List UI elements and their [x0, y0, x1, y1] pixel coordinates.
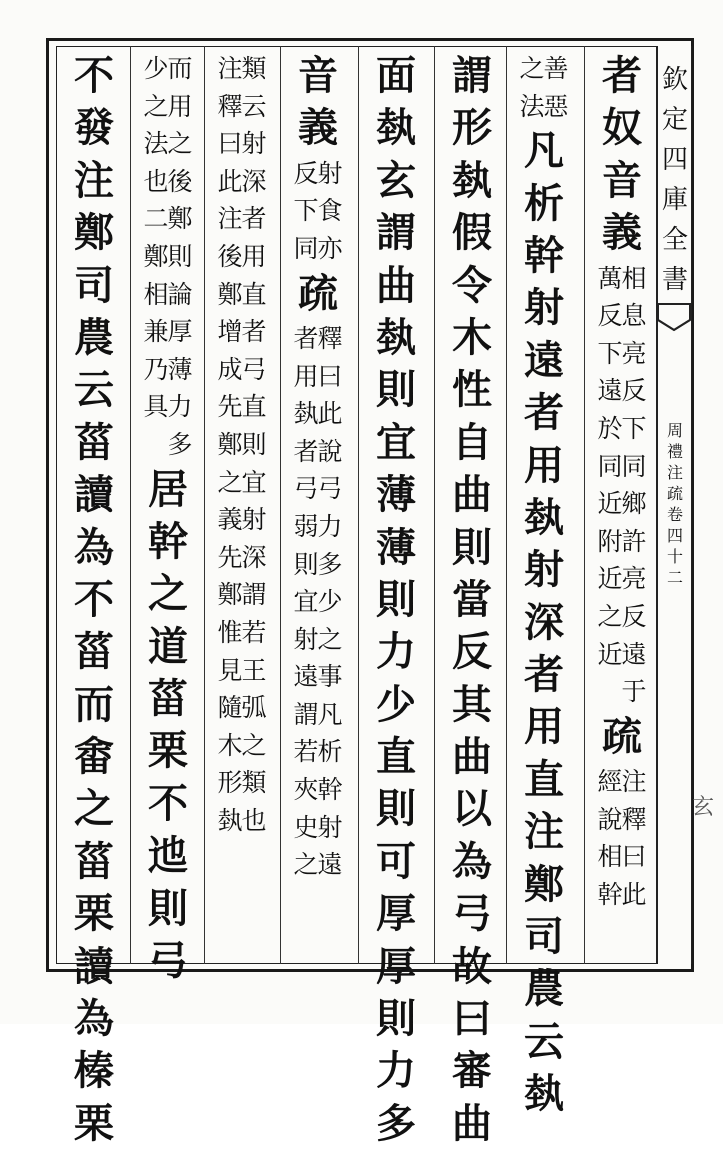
main-char: 讀: [74, 471, 114, 519]
main-char: 自: [452, 418, 492, 466]
small-char: 亮: [621, 564, 647, 594]
small-char: 事: [317, 662, 343, 692]
small-char: 宜: [293, 587, 319, 617]
small-char: 少: [317, 587, 343, 617]
main-char: 不: [148, 779, 188, 827]
margin-char: 全: [661, 225, 688, 255]
small-char: 用: [241, 241, 267, 271]
column-rule: [280, 46, 281, 964]
double-line-commentary: [294, 320, 342, 884]
small-char: 說: [597, 804, 623, 834]
small-char: 食: [317, 196, 343, 226]
margin-note-char: 疏: [666, 484, 683, 503]
text-column: [60, 50, 128, 1147]
main-char: 則: [148, 884, 188, 932]
small-char: 鄭: [217, 580, 243, 610]
small-char: 近: [597, 489, 623, 519]
small-char: 弓: [241, 354, 267, 384]
main-char: 薄: [376, 471, 416, 519]
small-char: 少: [143, 54, 169, 83]
margin-note-char: 注: [666, 463, 683, 482]
small-char: 史: [293, 812, 319, 842]
main-char: 則: [376, 995, 416, 1043]
small-char: 射: [317, 812, 343, 842]
small-char: 後: [217, 241, 243, 271]
small-char: 說: [317, 436, 343, 466]
small-char: 則: [167, 241, 193, 271]
small-char: 萬: [597, 263, 623, 293]
main-char: 之: [74, 785, 114, 833]
small-char: 許: [621, 526, 647, 556]
margin-note-char: 十: [666, 547, 683, 566]
commentary-subcolumn: [242, 50, 266, 839]
margin-char: 庫: [661, 185, 688, 215]
small-char: 釋: [621, 804, 647, 834]
small-char: 王: [241, 655, 267, 685]
small-char: 相: [143, 279, 169, 309]
commentary-subcolumn: [294, 320, 318, 884]
small-char: 埶: [293, 399, 319, 429]
small-char: 具: [143, 392, 169, 422]
small-char: 注: [217, 204, 243, 234]
main-char: 則: [452, 523, 492, 571]
small-char: 同: [621, 451, 647, 481]
small-char: 類: [241, 54, 267, 83]
column-rule: [358, 46, 359, 964]
small-char: 謂: [293, 699, 319, 729]
main-char: 木: [452, 313, 492, 361]
main-char: 深: [524, 598, 564, 646]
small-char: 此: [621, 879, 647, 909]
small-char: 後: [167, 166, 193, 196]
commentary-subcolumn: [144, 50, 168, 464]
small-char: 多: [317, 549, 343, 579]
main-char: 反: [452, 628, 492, 676]
main-char: 幹: [524, 231, 564, 279]
small-char: 云: [241, 91, 267, 121]
small-char: 同: [293, 233, 319, 263]
small-char: 反: [621, 376, 647, 406]
small-char: 惡: [543, 91, 569, 121]
main-char: 多: [376, 1099, 416, 1147]
main-char: 謂: [452, 52, 492, 99]
small-char: 遠: [621, 639, 647, 669]
main-char: 義: [602, 209, 642, 257]
small-char: 薄: [167, 354, 193, 384]
small-char: 之: [143, 91, 169, 121]
small-char: 曰: [317, 361, 343, 391]
small-char: 相: [597, 842, 623, 872]
main-char: 以: [452, 785, 492, 833]
small-char: 析: [317, 737, 343, 767]
small-char: 者: [241, 204, 267, 234]
small-char: 宜: [241, 467, 267, 497]
main-char: 薄: [376, 523, 416, 571]
small-char: 幹: [317, 775, 343, 805]
main-char: 栗: [148, 727, 188, 775]
main-char: 謂: [376, 209, 416, 257]
main-char: 農: [524, 965, 564, 1013]
small-char: 之: [167, 129, 193, 159]
main-char: 埶: [376, 313, 416, 361]
commentary-subcolumn: [294, 155, 318, 268]
main-char: 審: [452, 1047, 492, 1095]
text-column: [362, 50, 430, 1147]
small-char: 幹: [597, 879, 623, 909]
small-char: 也: [143, 166, 169, 196]
double-line-commentary: [144, 50, 192, 464]
small-char: 夾: [293, 775, 319, 805]
margin-note-char: 二: [666, 568, 683, 587]
main-char: 直: [376, 733, 416, 781]
small-char: 下: [597, 338, 623, 368]
main-char: 栗: [74, 1099, 114, 1147]
main-char: 力: [376, 628, 416, 676]
margin-char: 欽: [661, 65, 688, 95]
corner-mark: 玄: [692, 795, 715, 820]
small-char: 弓: [317, 474, 343, 504]
main-char: 故: [452, 942, 492, 990]
commentary-subcolumn: [598, 763, 622, 913]
main-char: 不: [74, 575, 114, 623]
small-char: 于: [621, 677, 647, 707]
main-char: 力: [376, 1047, 416, 1095]
main-char: 玄: [376, 156, 416, 204]
small-char: 也: [241, 805, 267, 835]
main-char: 道: [148, 622, 188, 670]
small-char: 木: [217, 730, 243, 760]
main-char: 菑: [148, 675, 188, 723]
column-rule: [434, 46, 435, 964]
main-char: 幹: [148, 517, 188, 565]
small-char: 於: [597, 413, 623, 443]
small-char: 弱: [293, 511, 319, 541]
main-char: 之: [148, 570, 188, 618]
margin-char: 定: [661, 105, 688, 135]
commentary-subcolumn: [598, 260, 622, 711]
small-char: 鄭: [143, 241, 169, 271]
small-char: 遠: [597, 376, 623, 406]
small-char: 用: [167, 91, 193, 121]
main-char: 為: [74, 523, 114, 571]
main-char: 菑: [74, 837, 114, 885]
small-char: 善: [543, 54, 569, 83]
main-char: 厚: [376, 890, 416, 938]
small-char: 論: [167, 279, 193, 309]
small-char: 而: [167, 54, 193, 83]
main-char: 射: [524, 546, 564, 594]
main-char: 為: [74, 995, 114, 1043]
small-char: 射: [241, 129, 267, 159]
main-char: 者: [524, 389, 564, 437]
main-char: 司: [74, 261, 114, 309]
small-char: 鄭: [217, 429, 243, 459]
main-char: 音: [602, 156, 642, 204]
margin-note-char: 卷: [666, 505, 683, 524]
main-char: 可: [376, 837, 416, 885]
main-char: 令: [452, 261, 492, 309]
small-char: 鄭: [217, 279, 243, 309]
small-char: 乃: [143, 354, 169, 384]
main-char: 射: [524, 284, 564, 332]
small-char: 法: [143, 129, 169, 159]
small-char: 同: [597, 451, 623, 481]
main-char: 厚: [376, 942, 416, 990]
small-char: 兼: [143, 317, 169, 347]
main-char: 云: [524, 1017, 564, 1065]
small-char: 曰: [217, 129, 243, 159]
main-char: 云: [74, 366, 114, 414]
main-char: 埶: [524, 493, 564, 541]
main-char: 弓: [148, 937, 188, 985]
main-char: 注: [524, 808, 564, 856]
commentary-subcolumn: [318, 155, 342, 268]
small-char: 附: [597, 526, 623, 556]
small-char: 相: [621, 263, 647, 293]
fish-tail-mark-icon: [656, 300, 692, 346]
small-char: 形: [217, 768, 243, 798]
double-line-commentary: [218, 50, 266, 839]
margin-chapter-note: [660, 420, 690, 588]
main-char: 者: [602, 52, 642, 99]
main-char: 讀: [74, 942, 114, 990]
small-char: 凡: [317, 699, 343, 729]
main-char: 而: [74, 680, 114, 728]
small-char: 息: [621, 301, 647, 331]
main-char: 凡: [524, 127, 564, 175]
small-char: 鄉: [621, 489, 647, 519]
main-char: 司: [524, 913, 564, 961]
small-char: 惟: [217, 617, 243, 647]
small-char: 近: [597, 564, 623, 594]
main-char: 性: [452, 366, 492, 414]
small-char: 則: [293, 549, 319, 579]
main-char: 則: [376, 366, 416, 414]
main-char: 鄭: [524, 860, 564, 908]
small-char: 深: [241, 166, 267, 196]
main-char: 埶: [452, 156, 492, 204]
small-char: 若: [293, 737, 319, 767]
small-char: 者: [241, 317, 267, 347]
small-char: 深: [241, 542, 267, 572]
column-rule: [204, 46, 205, 964]
main-char: 不: [74, 52, 114, 99]
main-char: 疏: [602, 712, 642, 760]
main-char: 少: [376, 680, 416, 728]
small-char: 增: [217, 317, 243, 347]
small-char: 此: [217, 166, 243, 196]
margin-char: 書: [661, 265, 688, 295]
small-char: 弧: [241, 693, 267, 723]
small-char: 亦: [317, 233, 343, 263]
small-char: 遠: [317, 850, 343, 880]
small-char: 注: [217, 54, 243, 83]
small-char: 釋: [217, 91, 243, 121]
small-char: 則: [241, 429, 267, 459]
double-line-commentary: [294, 155, 342, 268]
small-char: 見: [217, 655, 243, 685]
main-char: 栗: [74, 890, 114, 938]
main-char: 注: [74, 156, 114, 204]
commentary-subcolumn: [544, 50, 568, 125]
small-char: 之: [217, 467, 243, 497]
main-char: 弓: [452, 890, 492, 938]
small-char: 先: [217, 542, 243, 572]
small-char: 射: [293, 624, 319, 654]
column-rule: [584, 46, 585, 964]
small-char: 之: [293, 850, 319, 880]
margin-title: [660, 60, 690, 300]
small-char: 隨: [217, 693, 243, 723]
small-char: 之: [241, 730, 267, 760]
margin-note-char: 四: [666, 526, 683, 545]
main-char: 菑: [74, 418, 114, 466]
small-char: 射: [241, 505, 267, 535]
main-char: 則: [376, 575, 416, 623]
margin-char: 四: [661, 145, 688, 175]
main-char: 用: [524, 441, 564, 489]
text-column: [510, 50, 578, 1118]
commentary-subcolumn: [520, 50, 544, 125]
small-char: 之: [519, 54, 545, 83]
commentary-subcolumn: [218, 50, 242, 839]
small-char: 射: [317, 158, 343, 188]
commentary-subcolumn: [622, 260, 646, 711]
small-char: 埶: [217, 805, 243, 835]
small-char: 亮: [621, 338, 647, 368]
small-char: 曰: [621, 842, 647, 872]
main-char: 為: [452, 837, 492, 885]
small-char: 經: [597, 767, 623, 797]
small-char: 近: [597, 639, 623, 669]
small-char: 用: [293, 361, 319, 391]
small-char: 直: [241, 392, 267, 422]
main-char: 發: [74, 104, 114, 152]
small-char: 義: [217, 505, 243, 535]
small-char: 二: [143, 204, 169, 234]
main-char: 遠: [524, 336, 564, 384]
main-char: 假: [452, 209, 492, 257]
main-char: 曲: [452, 471, 492, 519]
main-char: 奴: [602, 104, 642, 152]
small-char: 此: [317, 399, 343, 429]
main-char: 菑: [74, 628, 114, 676]
main-char: 用: [524, 703, 564, 751]
main-char: 者: [524, 651, 564, 699]
small-char: 鄭: [167, 204, 193, 234]
main-char: 曲: [452, 1099, 492, 1147]
column-rule: [506, 46, 507, 964]
small-char: 弓: [293, 474, 319, 504]
small-char: 法: [519, 91, 545, 121]
main-char: 鄭: [74, 209, 114, 257]
main-char: 則: [376, 785, 416, 833]
main-char: 曲: [376, 261, 416, 309]
text-column: [438, 50, 506, 1147]
main-char: 宜: [376, 418, 416, 466]
small-char: 反: [293, 158, 319, 188]
small-char: 成: [217, 354, 243, 384]
small-char: 之: [317, 624, 343, 654]
double-line-commentary: [598, 763, 646, 913]
small-char: 謂: [241, 580, 267, 610]
small-char: 直: [241, 279, 267, 309]
small-char: 釋: [317, 323, 343, 353]
main-char: 音: [298, 52, 338, 99]
text-column: [208, 50, 276, 960]
main-char: 直: [524, 755, 564, 803]
small-char: 者: [293, 436, 319, 466]
margin-note-char: 周: [666, 421, 683, 440]
main-char: 析: [524, 179, 564, 227]
small-char: 多: [167, 429, 193, 459]
main-char: 其: [452, 680, 492, 728]
main-char: 面: [376, 52, 416, 99]
small-char: 遠: [293, 662, 319, 692]
main-char: 曰: [452, 995, 492, 1043]
main-char: 當: [452, 575, 492, 623]
main-char: 迆: [148, 832, 188, 880]
main-char: 榛: [74, 1047, 114, 1095]
main-char: 曲: [452, 733, 492, 781]
main-char: 形: [452, 104, 492, 152]
commentary-subcolumn: [622, 763, 646, 913]
small-char: 反: [621, 601, 647, 631]
small-char: 反: [597, 301, 623, 331]
small-char: 類: [241, 768, 267, 798]
main-char: 埶: [376, 104, 416, 152]
main-char: 義: [298, 104, 338, 152]
main-char: 埶: [524, 1070, 564, 1118]
main-char: 農: [74, 313, 114, 361]
main-char: 疏: [298, 269, 338, 317]
text-column: [284, 50, 352, 960]
text-column: [134, 50, 202, 985]
small-char: 力: [167, 392, 193, 422]
small-char: 下: [293, 196, 319, 226]
small-char: 厚: [167, 317, 193, 347]
commentary-subcolumn: [168, 50, 192, 464]
small-char: 者: [293, 323, 319, 353]
main-char: 畬: [74, 733, 114, 781]
text-column: [588, 50, 656, 960]
small-char: 若: [241, 617, 267, 647]
small-char: 注: [621, 767, 647, 797]
small-char: 之: [597, 601, 623, 631]
commentary-subcolumn: [318, 320, 342, 884]
small-char: 下: [621, 413, 647, 443]
double-line-commentary: [598, 260, 646, 711]
double-line-commentary: [520, 50, 568, 125]
margin-note-char: 禮: [666, 442, 683, 461]
small-char: 力: [317, 511, 343, 541]
small-char: 先: [217, 392, 243, 422]
column-rule: [130, 46, 131, 964]
main-char: 居: [148, 465, 188, 513]
